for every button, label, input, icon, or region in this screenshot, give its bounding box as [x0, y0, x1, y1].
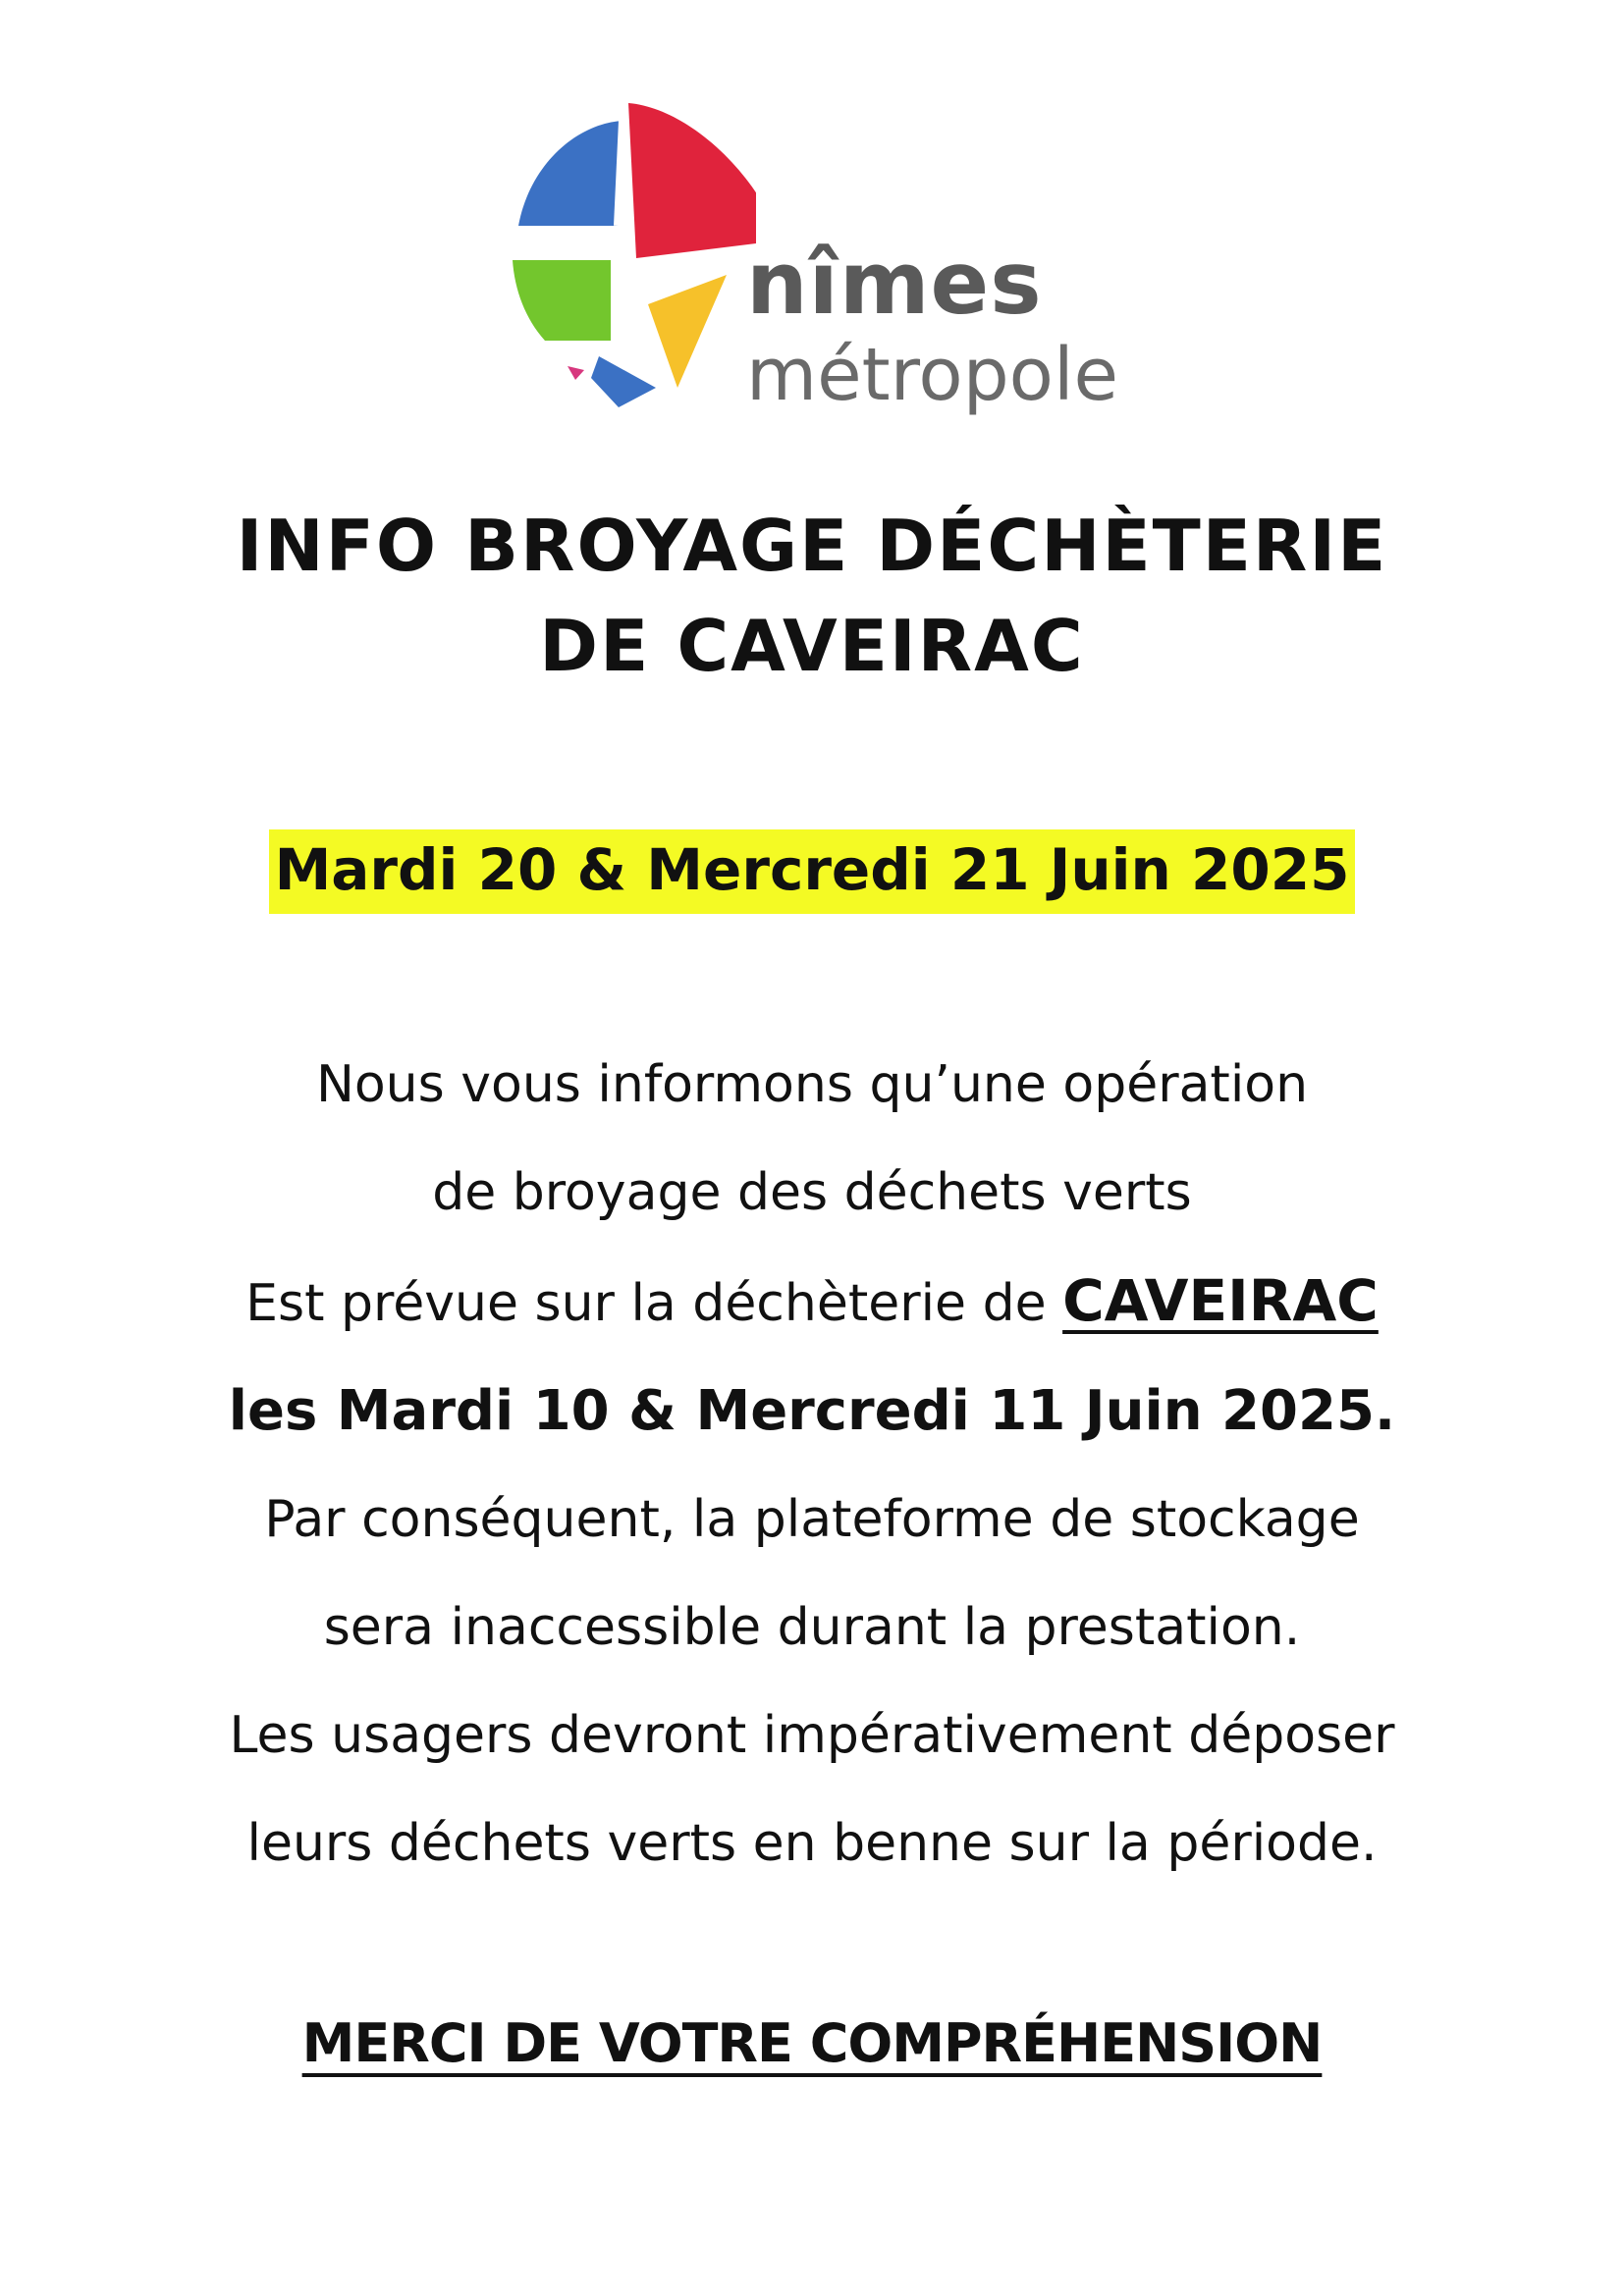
body-line-6: sera inaccessible durant la prestation.	[323, 1598, 1301, 1657]
date-banner: Mardi 20 & Mercredi 21 Juin 2025	[269, 829, 1356, 914]
title-line-1: INFO BROYAGE DÉCHÈTERIE	[236, 505, 1388, 587]
body-line-2: de broyage des déchets verts	[432, 1163, 1192, 1222]
body-line-3-prefix: Est prévue sur la déchèterie de	[245, 1274, 1063, 1333]
logo-word-nimes: nîmes	[746, 233, 1043, 334]
body-line-7: Les usagers devront impérativement déposer	[229, 1706, 1395, 1765]
location-emphasis: CAVEIRAC	[1062, 1267, 1379, 1334]
body-line-3	[0, 1247, 1624, 1358]
notice-body	[0, 1031, 1624, 1897]
body-line-4-dates: les Mardi 10 & Mercredi 11 Juin 2025.	[228, 1379, 1396, 1443]
title-line-2: DE CAVEIRAC	[539, 605, 1085, 687]
page-title	[0, 496, 1624, 696]
footer-thanks: MERCI DE VOTRE COMPRÉHENSION	[301, 2012, 1323, 2074]
body-line-1: Nous vous informons qu’une opération	[315, 1055, 1309, 1114]
logo-globe-icon	[501, 93, 756, 407]
date-banner-wrap	[0, 829, 1624, 914]
body-line-5: Par conséquent, la plateforme de stockage	[264, 1490, 1360, 1549]
body-line-8: leurs déchets verts en benne sur la période.	[246, 1814, 1378, 1873]
nimes-metropole-logo	[501, 93, 1188, 447]
logo-word-metropole: métropole	[746, 333, 1119, 417]
